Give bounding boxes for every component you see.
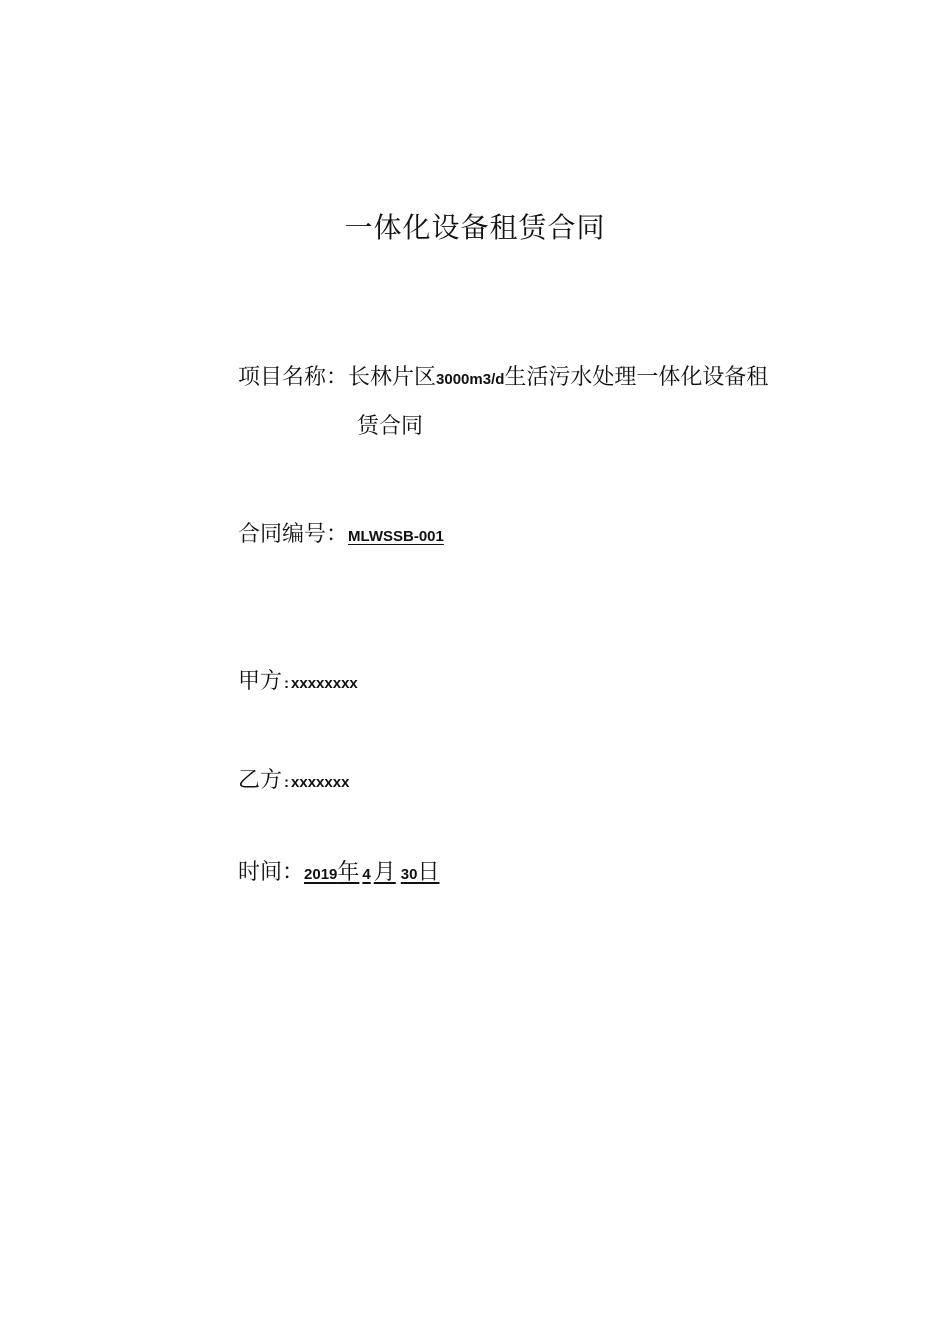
party-a-row	[238, 667, 358, 699]
party-b-row	[238, 766, 349, 798]
party-b-label: 乙方	[238, 768, 283, 793]
date-day: 30	[400, 866, 418, 883]
contract-number-row	[238, 520, 444, 552]
date-month-unit: 月	[373, 860, 396, 885]
document-title: 一体化设备租赁合同	[344, 211, 606, 244]
date-day-unit: 日	[417, 860, 440, 885]
contract-number-value: MLWSSB-001	[348, 528, 444, 545]
project-name-part1: 长林片区	[348, 365, 437, 390]
project-label: 项目名称：	[238, 365, 349, 390]
party-a-separator: :	[284, 675, 290, 692]
party-b-value: xxxxxxx	[291, 774, 350, 791]
project-name-line2: 赁合同	[357, 414, 424, 439]
date-value	[304, 860, 439, 885]
project-name-row	[238, 363, 768, 395]
project-capacity: 3000m3/d	[436, 371, 505, 388]
date-year: 2019	[304, 866, 338, 883]
date-year-unit: 年	[337, 860, 360, 885]
date-month: 4	[362, 866, 371, 883]
party-b-separator: :	[284, 774, 290, 791]
project-name-part2: 生活污水处理一体化设备租	[504, 365, 769, 390]
date-label: 时间：	[238, 860, 305, 885]
party-a-label: 甲方	[238, 669, 283, 694]
party-a-value: xxxxxxxx	[291, 675, 358, 692]
contract-number-label: 合同编号：	[238, 522, 349, 547]
date-row	[238, 858, 439, 890]
